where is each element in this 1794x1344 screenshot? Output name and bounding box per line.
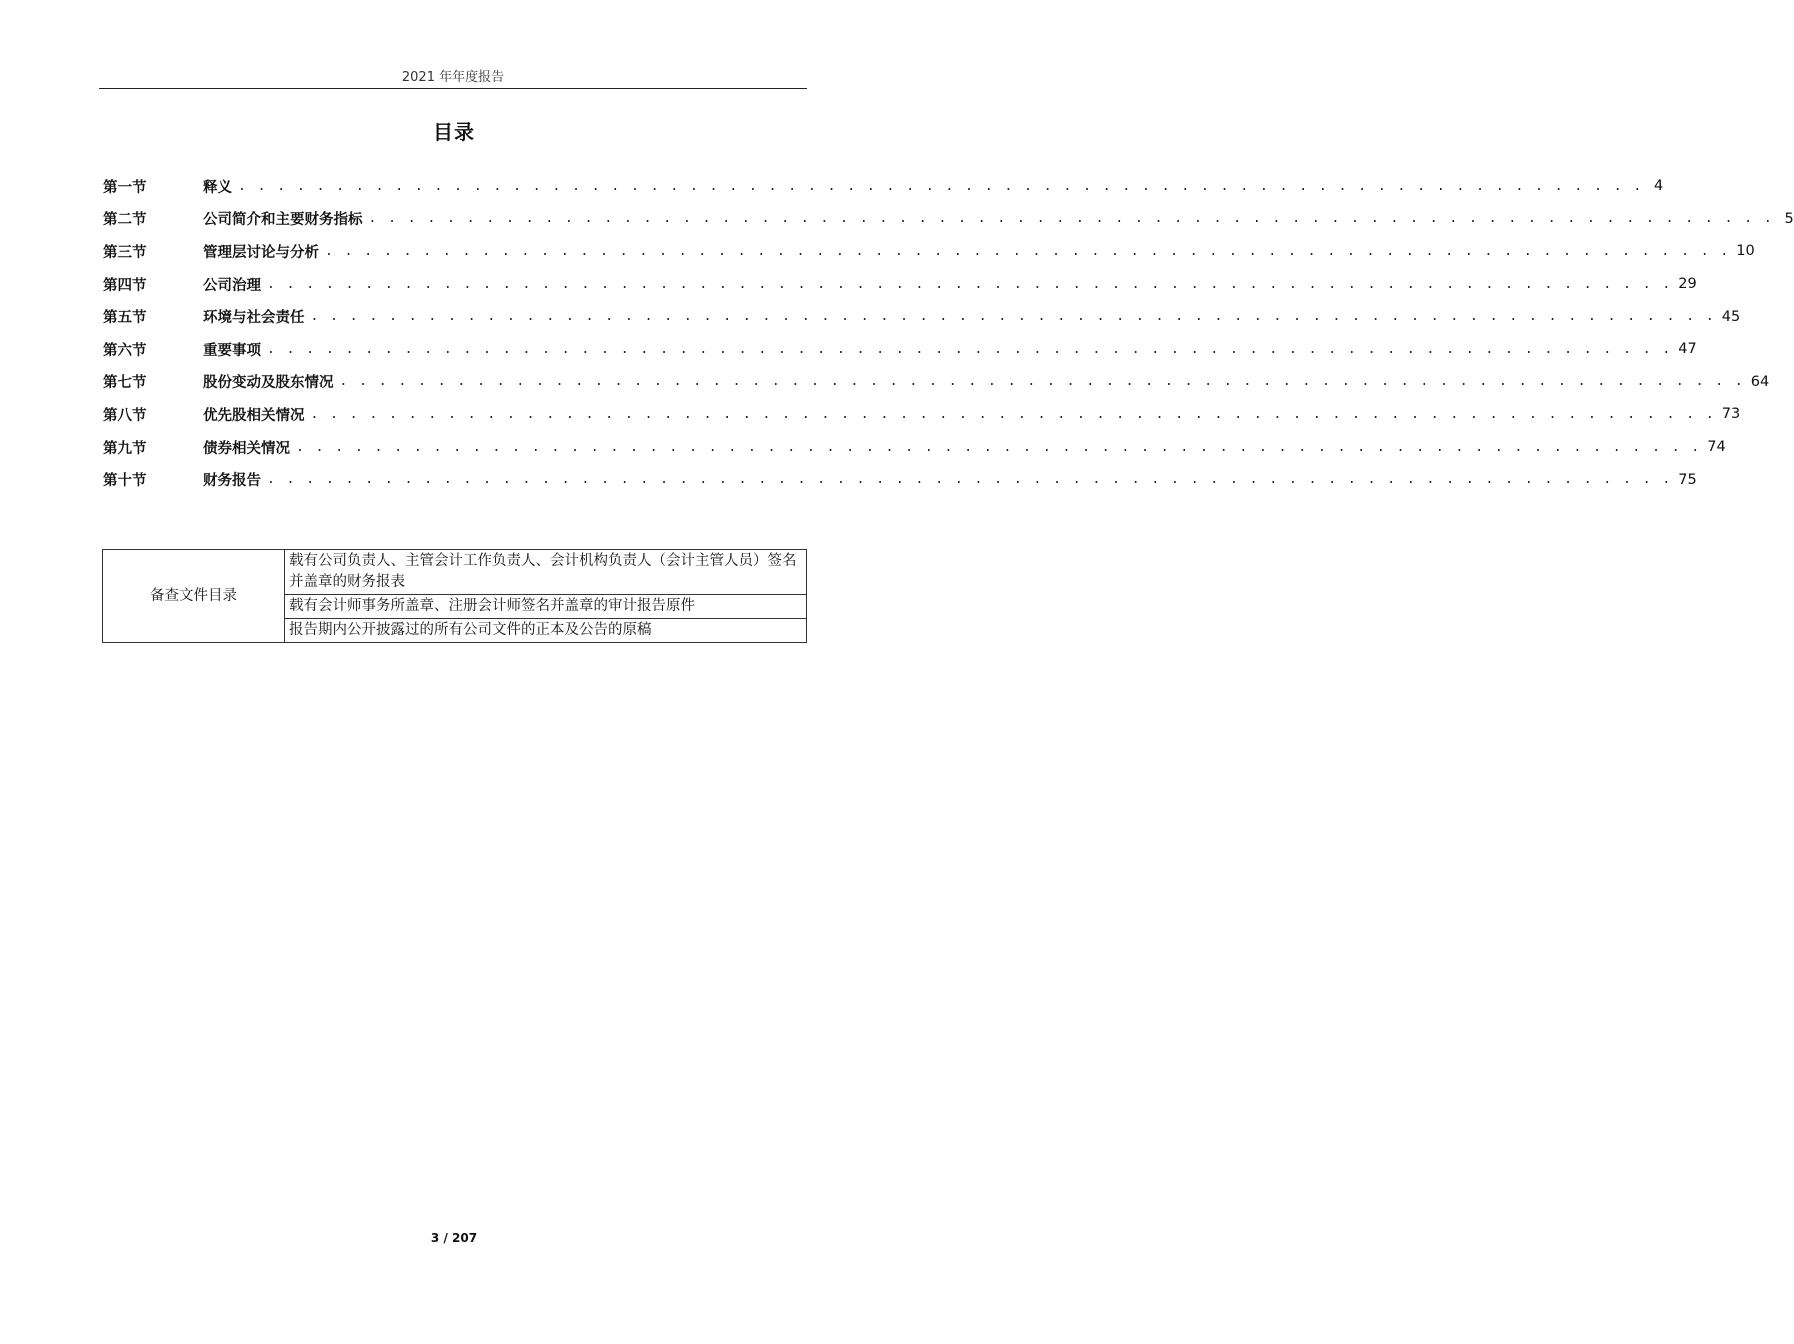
toc-leader-dots: . . . . . . . . . . . . . . . . . . . . . . . . . . . . . . . . . . . . . . . . . . . . . . . . . . . . . . . . . . . . . . . . . . . . . . . . — [238, 178, 1644, 194]
toc-page-number: 5 — [1784, 210, 1794, 227]
toc-section-title: 公司简介和主要财务指标 — [203, 212, 363, 229]
reference-documents-label: 备查文件目录 — [103, 550, 285, 643]
toc-page-number: 4 — [1653, 178, 1664, 195]
toc-entry[interactable] — [103, 398, 1741, 431]
toc-leader-dots: . . . . . . . . . . . . . . . . . . . . . . . . . . . . . . . . . . . . . . . . . . . . . . . . . . . . . . . . . . . . . . . . . . . . . . . . — [296, 439, 1702, 455]
toc-section-title: 财务报告 — [203, 473, 261, 490]
toc-entry[interactable] — [103, 235, 1755, 268]
toc-leader-dots: . . . . . . . . . . . . . . . . . . . . . . . . . . . . . . . . . . . . . . . . . . . . . . . . . . . . . . . . . . . . . . . . . . . . . . . . — [325, 243, 1731, 259]
reference-document-item: 报告期内公开披露过的所有公司文件的正本及公告的原稿 — [285, 619, 807, 643]
toc-section-title: 公司治理 — [203, 277, 261, 294]
toc-entry[interactable] — [103, 300, 1741, 333]
toc-section-number: 第四节 — [103, 277, 147, 294]
toc-section-title: 股份变动及股东情况 — [203, 375, 334, 392]
toc-section-number: 第九节 — [103, 440, 147, 457]
table-of-contents — [103, 170, 1794, 496]
toc-section-number: 第一节 — [103, 179, 147, 196]
toc-entry[interactable] — [103, 366, 1770, 399]
toc-page-number: 10 — [1736, 243, 1755, 260]
toc-section-number: 第二节 — [103, 212, 147, 229]
toc-section-title: 管理层讨论与分析 — [203, 244, 319, 261]
toc-page-number: 47 — [1678, 341, 1697, 358]
toc-entry[interactable] — [103, 463, 1697, 496]
toc-page-number: 64 — [1750, 373, 1770, 390]
toc-entry[interactable] — [103, 203, 1794, 236]
toc-page-number: 75 — [1678, 471, 1697, 488]
toc-leader-dots: . . . . . . . . . . . . . . . . . . . . . . . . . . . . . . . . . . . . . . . . . . . . . . . . . . . . . . . . . . . . . . . . . . . . . . . . — [310, 309, 1716, 325]
toc-leader-dots: . . . . . . . . . . . . . . . . . . . . . . . . . . . . . . . . . . . . . . . . . . . . . . . . . . . . . . . . . . . . . . . . . . . . . . . . — [339, 374, 1745, 390]
toc-leader-dots: . . . . . . . . . . . . . . . . . . . . . . . . . . . . . . . . . . . . . . . . . . . . . . . . . . . . . . . . . . . . . . . . . . . . . . . . — [267, 276, 1673, 292]
toc-section-number: 第八节 — [103, 407, 147, 424]
toc-page-number: 73 — [1721, 406, 1741, 423]
toc-section-title: 债券相关情况 — [203, 440, 290, 457]
toc-section-number: 第五节 — [103, 310, 147, 327]
toc-section-title: 环境与社会责任 — [203, 310, 305, 327]
toc-page-number: 74 — [1707, 439, 1726, 456]
toc-section-number: 第十节 — [103, 473, 147, 490]
page-title: 目录 — [433, 120, 475, 144]
toc-entry[interactable] — [103, 170, 1664, 203]
toc-section-title: 优先股相关情况 — [203, 407, 305, 424]
toc-leader-dots: . . . . . . . . . . . . . . . . . . . . . . . . . . . . . . . . . . . . . . . . . . . . . . . . . . . . . . . . . . . . . . . . . . . . . . . . — [310, 406, 1716, 422]
toc-section-title: 重要事项 — [203, 342, 261, 359]
toc-entry[interactable] — [103, 333, 1697, 366]
reference-document-item: 载有会计师事务所盖章、注册会计师签名并盖章的审计报告原件 — [285, 595, 807, 619]
toc-leader-dots: . . . . . . . . . . . . . . . . . . . . . . . . . . . . . . . . . . . . . . . . . . . . . . . . . . . . . . . . . . . . . . . . . . . . . . . . — [267, 341, 1673, 357]
toc-leader-dots: . . . . . . . . . . . . . . . . . . . . . . . . . . . . . . . . . . . . . . . . . . . . . . . . . . . . . . . . . . . . . . . . . . . . . . . . — [267, 472, 1673, 488]
toc-section-title: 释义 — [203, 179, 232, 196]
page-number-footer: 3 / 207 — [430, 1231, 478, 1245]
toc-entry[interactable] — [103, 431, 1726, 464]
reference-document-item: 载有公司负责人、主管会计工作负责人、会计机构负责人（会计主管人员）签名并盖章的财务报表 — [285, 550, 807, 595]
toc-page-number: 29 — [1678, 276, 1697, 293]
toc-page-number: 45 — [1721, 308, 1741, 325]
toc-section-number: 第六节 — [103, 342, 147, 359]
page-header: 2021 年年度报告 — [401, 70, 505, 85]
toc-entry[interactable] — [103, 268, 1697, 301]
toc-section-number: 第三节 — [103, 244, 147, 261]
reference-documents-table — [102, 549, 807, 643]
header-rule — [99, 88, 807, 89]
toc-leader-dots: . . . . . . . . . . . . . . . . . . . . . . . . . . . . . . . . . . . . . . . . . . . . . . . . . . . . . . . . . . . . . . . . . . . . . . . . — [368, 211, 1774, 227]
table-row — [103, 550, 807, 595]
toc-section-number: 第七节 — [103, 375, 147, 392]
